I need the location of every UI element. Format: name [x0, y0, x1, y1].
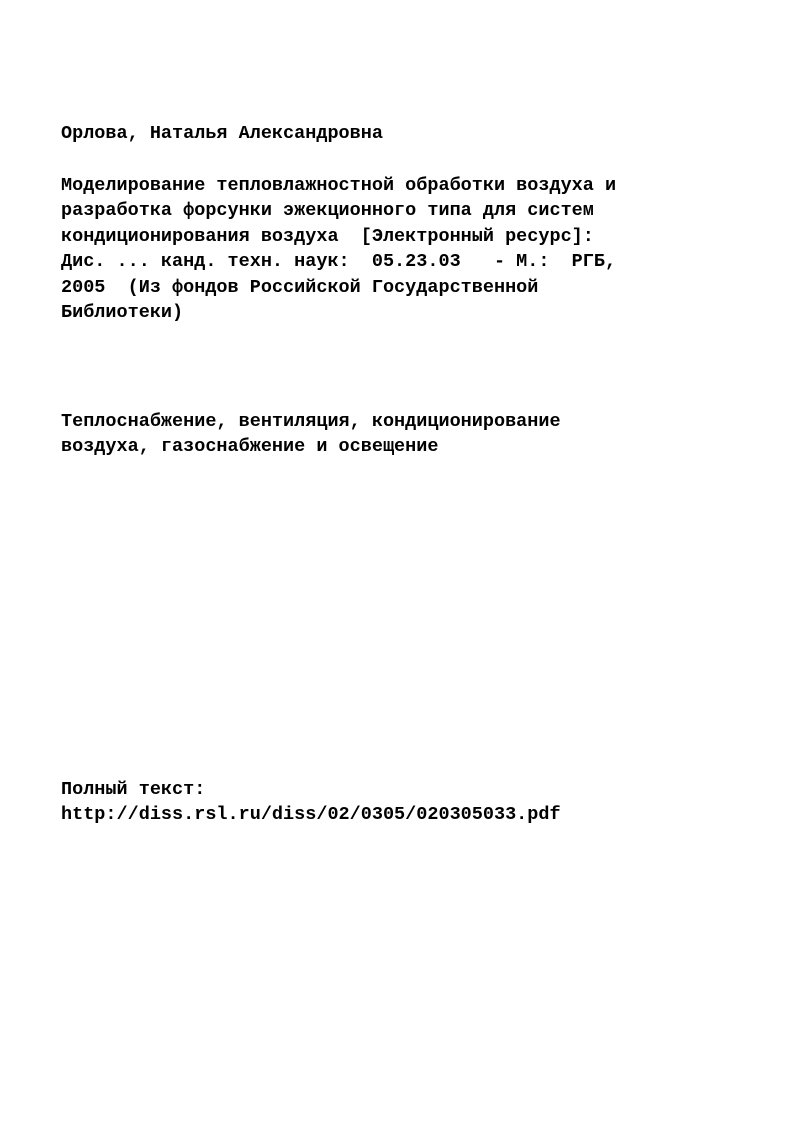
- fulltext-label: Полный текст:: [61, 779, 206, 800]
- subject-line: воздуха, газоснабжение и освещение: [61, 436, 439, 458]
- title-line: 2005 (Из фондов Российской Государственной: [61, 276, 539, 298]
- title-line: Дис. ... канд. техн. наук: 05.23.03 - М.: РГБ,: [61, 251, 617, 273]
- title-line: разработка форсунки эжекционного типа для систем: [61, 200, 594, 222]
- title-line: Моделирование тепловлажностной обработки воздуха и: [61, 175, 617, 196]
- title-line: кондиционирования воздуха [Электронный ресурс]:: [61, 225, 594, 247]
- author-name: Орлова, Наталья Александровна: [61, 123, 383, 144]
- fulltext-link[interactable]: http://diss.rsl.ru/diss/02/0305/020305033.pdf: [61, 804, 561, 826]
- subject-line: Теплоснабжение, вентиляция, кондиционирование: [61, 411, 561, 432]
- title-line: Библиотеки): [61, 302, 184, 323]
